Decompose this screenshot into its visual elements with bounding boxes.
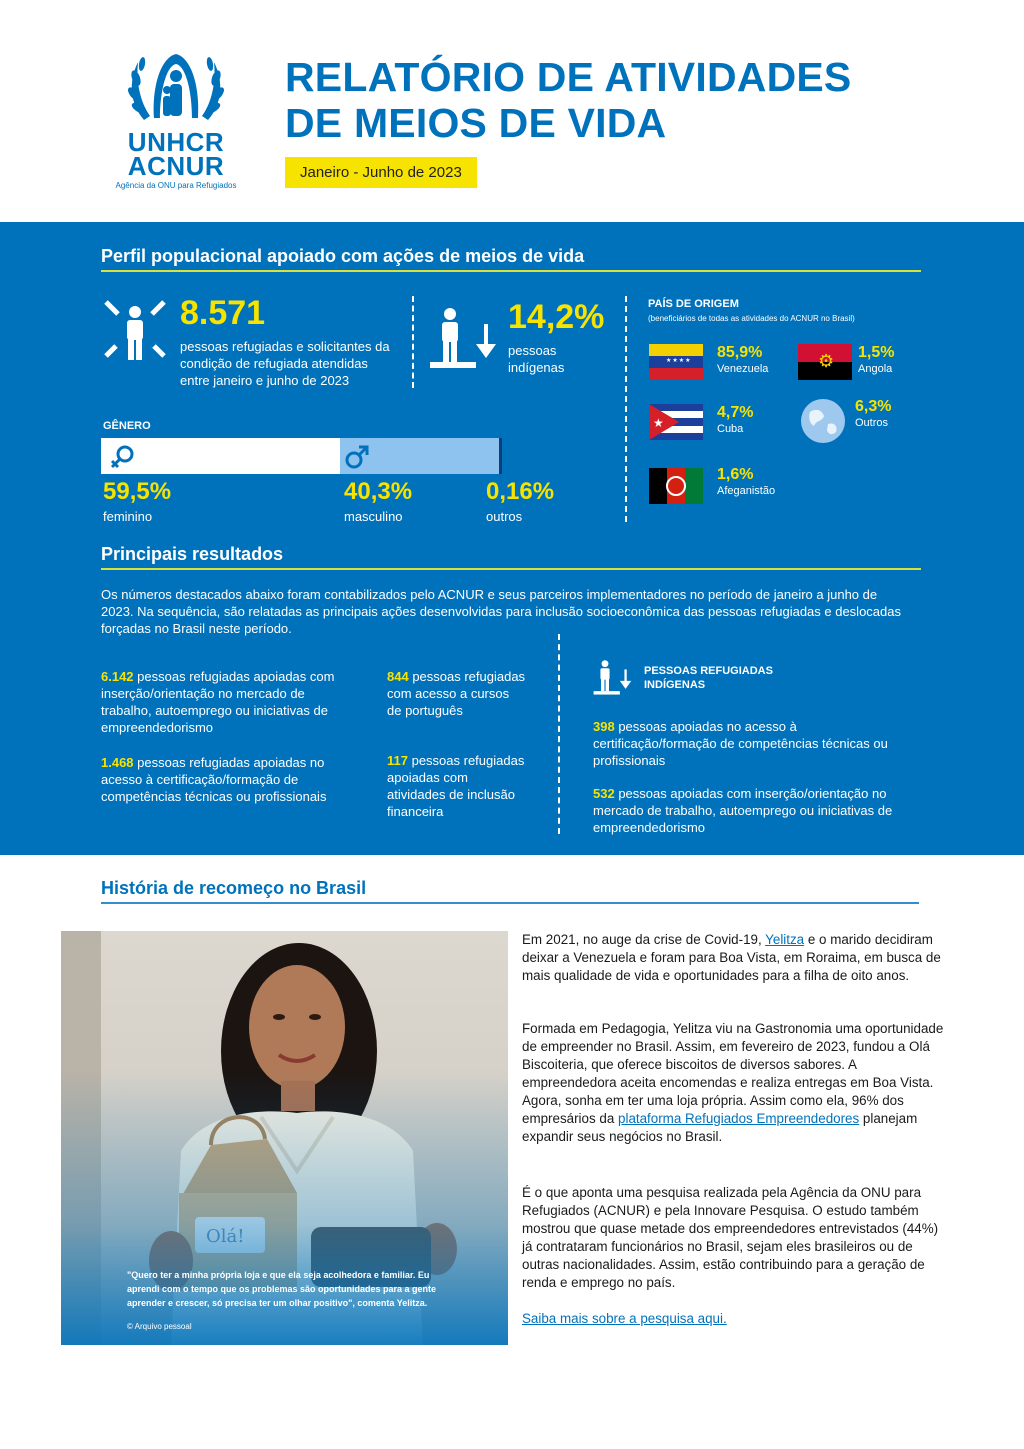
total-people-desc: pessoas refugiadas e solicitantes da condição de refugiada atendidas entre janeiro e junho de 2023: [180, 339, 390, 388]
period-badge: Janeiro - Junho de 2023: [285, 157, 477, 188]
globe-icon: [800, 398, 846, 444]
venezuela-flag: ★★★★: [649, 344, 703, 380]
result-item-3-text: pessoas refugiadas com acesso a cursos de português: [387, 669, 526, 718]
story-paragraph-1: [522, 931, 950, 985]
results-title-rule: [101, 568, 921, 570]
male-label: masculino: [344, 509, 403, 524]
story-paragraph-2: [522, 1020, 950, 1146]
photo-credit: © Arquivo pessoal: [127, 1322, 192, 1331]
result-item-1: [101, 668, 337, 736]
logo-acnur-text: ACNUR: [127, 151, 225, 181]
angola-flag: ⚙: [798, 344, 852, 380]
story-p1-a: Em 2021, no auge da crise de Covid-19,: [522, 932, 766, 947]
refugiados-empreendedores-link[interactable]: plataforma Refugiados Empreendedores: [618, 1111, 860, 1126]
divider-2: [625, 296, 627, 522]
cuba-pct: 4,7%: [717, 404, 754, 421]
title-line-2: DE MEIOS DE VIDA: [285, 100, 667, 146]
gender-bar: [101, 438, 503, 474]
result-item-2-text: pessoas refugiadas apoiadas no acesso à certificação/formação de competências técnicas ou profissionais: [101, 755, 327, 804]
female-symbol-icon: [109, 443, 137, 471]
unhcr-logo: [96, 48, 256, 194]
logo-unhcr-text: UNHCR: [127, 127, 225, 157]
angola-name: Angola: [858, 363, 893, 375]
profile-section: [0, 222, 1024, 855]
title-line-1: RELATÓRIO DE ATIVIDADES: [285, 54, 852, 100]
result-item-1-text: pessoas refugiadas apoiadas com inserção/orientação no mercado de trabalho, autoemprego ou iniciativas de empreendedorismo: [101, 669, 335, 735]
male-pct: 40,3%: [344, 478, 413, 505]
story-p2-a: Formada em Pedagogia, Yelitza viu na Gastronomia uma oportunidade de empreender no Brasil. Assim, em fevereiro de 2023, fundou a Olá Biscoiteria, que oferece biscoitos de diversos sabores. A empreendedora aceita encomendas e realiza entregas em Boa Vista. Agora, sonha em ter uma loja própria. Assim como ela, 96% dos empresários da: [522, 1021, 944, 1126]
profile-title-rule: [101, 270, 921, 272]
story-p2-b: planejam expandir seus negócios no Brasil.: [522, 1111, 918, 1144]
indigenous-person-small-icon: [592, 658, 634, 698]
other-label: outros: [486, 509, 523, 524]
indigenous-results-title: PESSOAS REFUGIADAS INDÍGENAS: [644, 665, 773, 691]
story-title: História de recomeço no Brasil: [101, 878, 367, 898]
others-pct: 6,3%: [855, 398, 892, 415]
story-paragraph-3: É o que aponta uma pesquisa realizada pela Agência da ONU para Refugiados (ACNUR) e pela Innovare Pesquisa. O estudo também mostrou que quase metade dos empreendedores entrevistados (44%) já contrataram funcionários no Brasil, sejam eles brasileiros ou de outras nacionalidades. Assim, estão contribuindo para a geração de renda e emprego no país.: [522, 1185, 939, 1290]
research-link[interactable]: Saiba mais sobre a pesquisa aqui.: [522, 1311, 727, 1326]
page-header: [0, 0, 1024, 222]
indigenous-result-2-text: pessoas apoiadas com inserção/orientação no mercado de trabalho, autoemprego ou iniciativas de empreendedorismo: [593, 786, 893, 835]
indigenous-desc: pessoas indígenas: [508, 343, 565, 375]
results-intro: Os números destacados abaixo foram contabilizados pelo ACNUR e seus parceiros implementadores no período de janeiro a junho de 2023. Na sequência, são relatadas as principais ações desenvolvidas para inclusão socioeconômica das pessoas refugiadas e deslocadas forçadas no Brasil neste período.: [101, 587, 901, 636]
afghanistan-pct: 1,6%: [717, 466, 754, 483]
laurel-people-icon: [126, 48, 226, 130]
profile-section-title: Perfil populacional apoiado com ações de meios de vida: [101, 246, 585, 266]
female-pct: 59,5%: [103, 478, 172, 505]
other-bar: [499, 438, 502, 474]
result-item-3: [387, 668, 527, 719]
origin-subtitle: (beneficiários de todas as atividades do ACNUR no Brasil): [648, 314, 855, 323]
result-item-4-num: 117: [387, 753, 408, 768]
other-pct: 0,16%: [486, 478, 555, 505]
gender-label: GÊNERO: [103, 420, 151, 432]
cuba-name: Cuba: [717, 423, 744, 435]
results-section-title: Principais resultados: [101, 544, 284, 564]
yelitza-link[interactable]: Yelitza: [765, 932, 805, 947]
divider-1: [412, 296, 414, 388]
venezuela-name: Venezuela: [717, 363, 769, 375]
indigenous-person-icon: [428, 304, 500, 374]
person-arrows-icon: [102, 298, 168, 364]
afghanistan-flag: [649, 468, 703, 504]
indigenous-result-1-text: pessoas apoiadas no acesso à certificação/formação de competências técnicas ou profissionais: [593, 719, 888, 768]
indigenous-result-2-num: 532: [593, 786, 615, 801]
indigenous-result-2: [593, 785, 917, 836]
venezuela-pct: 85,9%: [717, 344, 763, 361]
cuba-flag: [649, 404, 703, 440]
logo-tagline: Agência da ONU para Refugiados: [115, 181, 237, 190]
origin-title: PAÍS DE ORIGEM: [648, 298, 739, 310]
story-p1-b: e o marido decidiram deixar a Venezuela e foram para Boa Vista, em Roraima, em busca de mais qualidade de vida e oportunidades para a filha de oito anos.: [522, 932, 941, 983]
indigenous-result-1: [593, 718, 911, 769]
indigenous-value: 14,2%: [508, 298, 605, 336]
story-title-rule: [101, 902, 919, 904]
svg-text:★: ★: [653, 416, 664, 430]
female-label: feminino: [103, 509, 153, 524]
afghanistan-name: Afeganistão: [717, 485, 776, 497]
total-people-value: 8.571: [180, 294, 266, 332]
others-name: Outros: [855, 417, 889, 429]
result-item-3-num: 844: [387, 669, 409, 684]
angola-pct: 1,5%: [858, 344, 895, 361]
photo-caption: "Quero ter a minha própria loja e que ela seja acolhedora e familiar. Eu aprendi com o tempo que os problemas são oportunidades para a gente aprender e crescer, só precisa ter um olhar positivo", comenta Yelitza.: [127, 1270, 437, 1308]
result-item-1-num: 6.142: [101, 669, 134, 684]
male-symbol-icon: [343, 443, 371, 471]
result-item-2-num: 1.468: [101, 755, 134, 770]
page-title: [285, 54, 851, 146]
result-item-2: [101, 754, 337, 805]
indigenous-result-1-num: 398: [593, 719, 615, 734]
result-item-4: [387, 752, 527, 820]
divider-3: [558, 634, 560, 834]
result-item-4-text: pessoas refugiadas apoiadas com atividades de inclusão financeira: [387, 753, 525, 819]
